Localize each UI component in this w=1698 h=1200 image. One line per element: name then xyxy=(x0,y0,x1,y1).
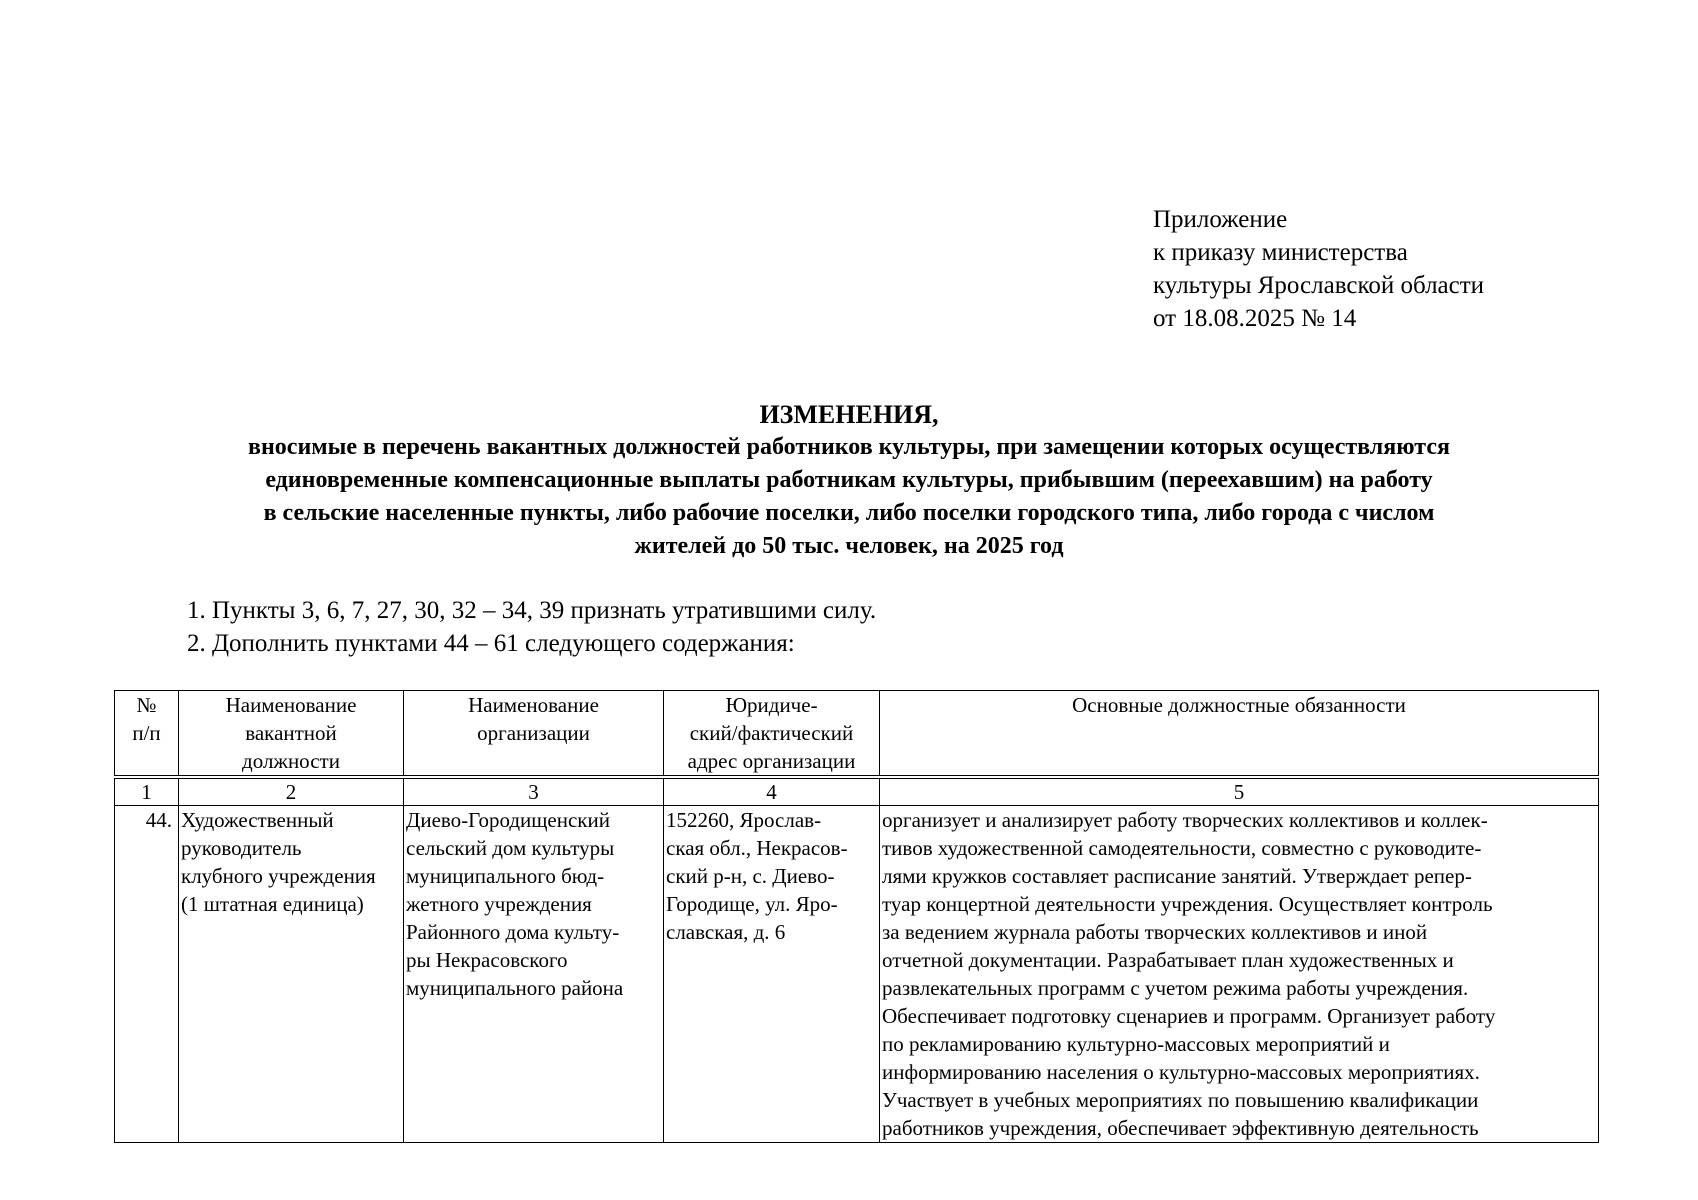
header-text: Основные должностные обязанности xyxy=(1072,693,1406,717)
cell-line: ская обл., Некрасов- xyxy=(666,836,848,860)
vacancy-table xyxy=(114,690,1599,1143)
cell-line: организует и анализирует работу творческих коллективов и коллек- xyxy=(882,808,1488,832)
header-text: Наименование xyxy=(468,693,599,717)
table-header-row xyxy=(115,691,1599,778)
cell-line: Художественный xyxy=(181,808,334,832)
position-cell xyxy=(179,806,404,1143)
column-number: 2 xyxy=(179,777,404,806)
subtitle-line: в сельские населенные пункты, либо рабочие поселки, либо поселки городского типа, либо города с числом xyxy=(263,500,1435,526)
cell-line: муниципального бюд- xyxy=(406,864,605,888)
header-text: вакантной xyxy=(245,721,337,745)
duties-cell xyxy=(880,806,1599,1143)
column-number: 3 xyxy=(404,777,664,806)
row-number: 44. xyxy=(115,806,179,1143)
appendix-header xyxy=(1153,203,1484,335)
cell-line: тивов художественной самодеятельности, совместно с руководите- xyxy=(882,836,1482,860)
header-text: должности xyxy=(242,749,340,773)
header-cell-number xyxy=(115,691,179,778)
cell-line: Обеспечивает подготовку сценариев и программ. Организует работу xyxy=(882,1004,1496,1028)
header-text: ский/фактический xyxy=(689,721,854,745)
cell-line: (1 штатная единица) xyxy=(181,892,364,916)
appendix-line: Приложение xyxy=(1153,206,1288,233)
cell-line: ры Некрасовского xyxy=(406,948,568,972)
cell-line: по рекламированию культурно-массовых мероприятий и xyxy=(882,1032,1390,1056)
header-cell-organization xyxy=(404,691,664,778)
cell-line: муниципального района xyxy=(406,976,624,1000)
subtitle-line: единовременные компенсационные выплаты работникам культуры, прибывшим (переехавшим) на работу xyxy=(265,467,1433,493)
header-text: организации xyxy=(477,721,590,745)
cell-line: Участвует в учебных мероприятиях по повышению квалификации xyxy=(882,1088,1479,1112)
cell-line: за ведением журнала работы творческих коллективов и иной xyxy=(882,920,1428,944)
header-text: п/п xyxy=(132,721,161,745)
subtitle-line: жителей до 50 тыс. человек, на 2025 год xyxy=(634,533,1064,559)
header-text: № xyxy=(136,693,157,717)
table-row xyxy=(115,806,1599,1143)
cell-line: сельский дом культуры xyxy=(406,836,615,860)
cell-line: лями кружков составляет расписание занятий. Утверждает репер- xyxy=(882,864,1472,888)
header-text: Наименование xyxy=(225,693,357,717)
column-number: 4 xyxy=(664,777,880,806)
cell-line: отчетной документации. Разрабатывает план художественных и xyxy=(882,948,1454,972)
appendix-line: к приказу министерства xyxy=(1153,239,1408,266)
cell-line: жетного учреждения xyxy=(406,892,592,916)
cell-line: работников учреждения, обеспечивает эффективную деятельность xyxy=(882,1116,1479,1140)
cell-line: информированию населения о культурно-массовых мероприятиях. xyxy=(882,1060,1480,1084)
table-column-numbers-row xyxy=(115,777,1599,806)
header-cell-position xyxy=(179,691,404,778)
appendix-date-number: от 18.08.2025 № 14 xyxy=(1153,305,1357,332)
cell-line: ский р-н, с. Диево- xyxy=(666,864,835,888)
header-cell-address xyxy=(664,691,880,778)
organization-cell xyxy=(404,806,664,1143)
cell-line: туар концертной деятельности учреждения. Осуществляет контроль xyxy=(882,892,1493,916)
cell-line: развлекательных программ с учетом режима работы учреждения. xyxy=(882,976,1469,1000)
subtitle-line: вносимые в перечень вакантных должностей работников культуры, при замещении которых осуществляются xyxy=(248,434,1450,460)
amendment-items xyxy=(187,594,876,660)
document-title: ИЗМЕНЕНИЯ, xyxy=(759,400,939,429)
amendment-item: 1. Пункты 3, 6, 7, 27, 30, 32 – 34, 39 признать утратившими силу. xyxy=(187,597,877,624)
header-cell-duties xyxy=(880,691,1599,778)
document-title-block xyxy=(80,398,1618,563)
column-number: 1 xyxy=(115,777,179,806)
cell-line: Городище, ул. Яро- xyxy=(666,892,838,916)
cell-line: 152260, Ярослав- xyxy=(666,808,822,832)
column-number: 5 xyxy=(880,777,1599,806)
cell-line: славская, д. 6 xyxy=(666,920,786,944)
document-subtitle xyxy=(80,431,1618,563)
header-text: Юридиче- xyxy=(725,693,818,717)
cell-line: руководитель xyxy=(181,836,302,860)
amendment-item: 2. Дополнить пунктами 44 – 61 следующего содержания: xyxy=(187,630,795,657)
cell-line: клубного учреждения xyxy=(181,864,376,888)
header-text: адрес организации xyxy=(687,749,856,773)
appendix-line: культуры Ярославской области xyxy=(1153,272,1485,299)
address-cell xyxy=(664,806,880,1143)
cell-line: Диево-Городищенский xyxy=(406,808,610,832)
cell-line: Районного дома культу- xyxy=(406,920,620,944)
